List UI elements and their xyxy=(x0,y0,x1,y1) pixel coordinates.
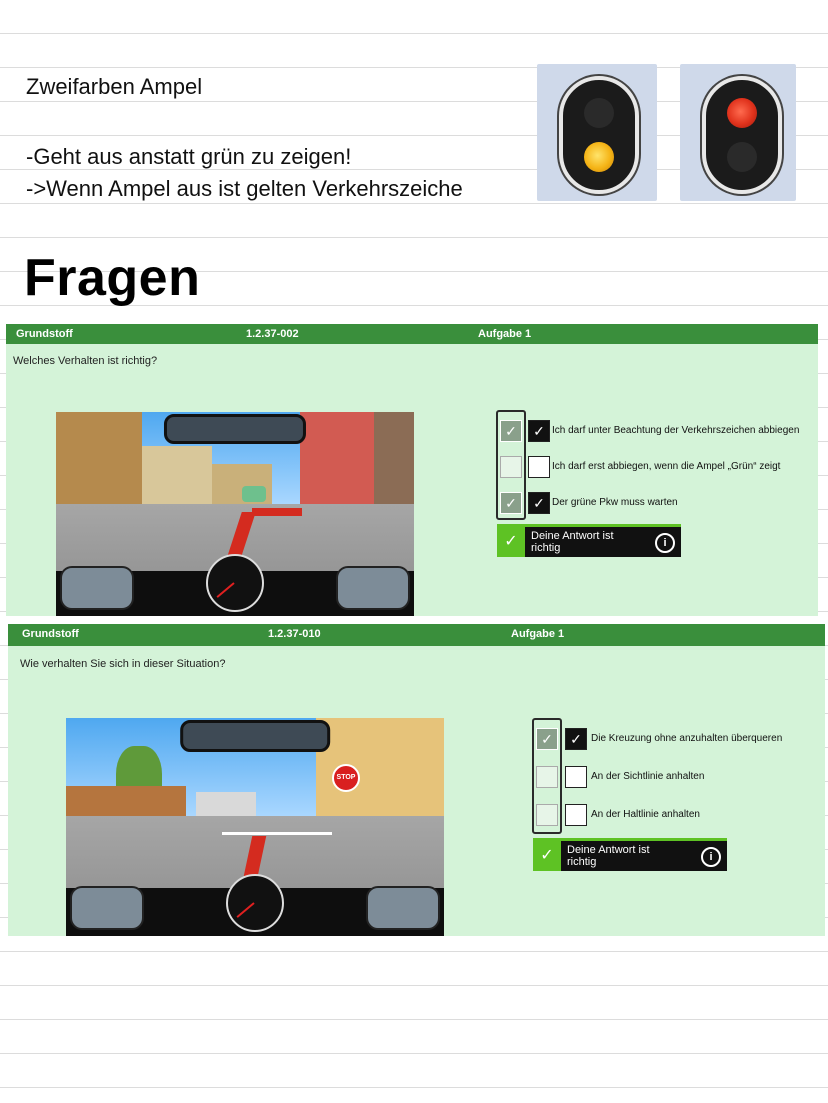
answer-checkbox-1[interactable]: ✓ xyxy=(565,728,587,750)
answer-option-2[interactable]: Ich darf erst abbiegen, wenn die Ampel „Grün“ zeigt xyxy=(552,461,781,472)
note-line-2: ->Wenn Ampel aus ist gelten Verkehrszeiche xyxy=(26,176,463,201)
result-banner xyxy=(533,838,727,871)
question-text: Welches Verhalten ist richtig? xyxy=(13,355,158,367)
scene-image xyxy=(56,412,414,616)
answer-checkbox-1[interactable]: ✓ xyxy=(528,420,550,442)
correct-marker-1: ✓ xyxy=(500,420,522,442)
question-number: 1.2.37-010 xyxy=(268,628,321,640)
correct-marker-2 xyxy=(500,456,522,478)
info-icon[interactable]: i xyxy=(655,533,675,553)
correct-marker-3 xyxy=(536,804,558,826)
answer-option-2[interactable]: An der Sichtlinie anhalten xyxy=(591,771,705,782)
category-label: Grundstoff xyxy=(16,328,73,340)
result-text: Deine Antwort ist richtig xyxy=(567,844,650,868)
correct-marker-1: ✓ xyxy=(536,728,558,750)
answer-option-1[interactable]: Ich darf unter Beachtung der Verkehrszeichen abbiegen xyxy=(552,425,800,436)
question-panel-1 xyxy=(6,324,818,616)
task-label: Aufgabe 1 xyxy=(511,628,565,640)
stop-sign: STOP xyxy=(332,764,360,792)
section-title: Fragen xyxy=(24,249,201,307)
note-line-1: -Geht aus anstatt grün zu zeigen! xyxy=(26,144,352,169)
correct-marker-3: ✓ xyxy=(500,492,522,514)
question-panel-2 xyxy=(8,624,825,936)
correct-marker-2 xyxy=(536,766,558,788)
question-number: 1.2.37-002 xyxy=(246,328,299,340)
check-icon: ✓ xyxy=(497,527,525,557)
yellow-traffic-light-icon xyxy=(537,64,657,201)
red-traffic-light-icon xyxy=(680,64,796,201)
answer-checkbox-2[interactable] xyxy=(565,766,587,788)
category-label: Grundstoff xyxy=(22,628,79,640)
answer-option-1[interactable]: Die Kreuzung ohne anzuhalten überqueren xyxy=(591,733,783,744)
panel-header xyxy=(6,324,818,344)
answer-option-3[interactable]: An der Haltlinie anhalten xyxy=(591,809,700,820)
task-label: Aufgabe 1 xyxy=(478,328,532,340)
answer-checkbox-3[interactable] xyxy=(565,804,587,826)
result-banner xyxy=(497,524,681,557)
result-text: Deine Antwort ist richtig xyxy=(531,530,614,554)
question-text: Wie verhalten Sie sich in dieser Situation? xyxy=(20,658,226,670)
info-icon[interactable]: i xyxy=(701,847,721,867)
scene-image xyxy=(66,718,444,936)
panel-header xyxy=(8,624,825,646)
answer-option-3[interactable]: Der grüne Pkw muss warten xyxy=(552,497,678,508)
answer-checkbox-3[interactable]: ✓ xyxy=(528,492,550,514)
note-title: Zweifarben Ampel xyxy=(26,74,203,99)
check-icon: ✓ xyxy=(533,841,561,871)
answer-checkbox-2[interactable] xyxy=(528,456,550,478)
